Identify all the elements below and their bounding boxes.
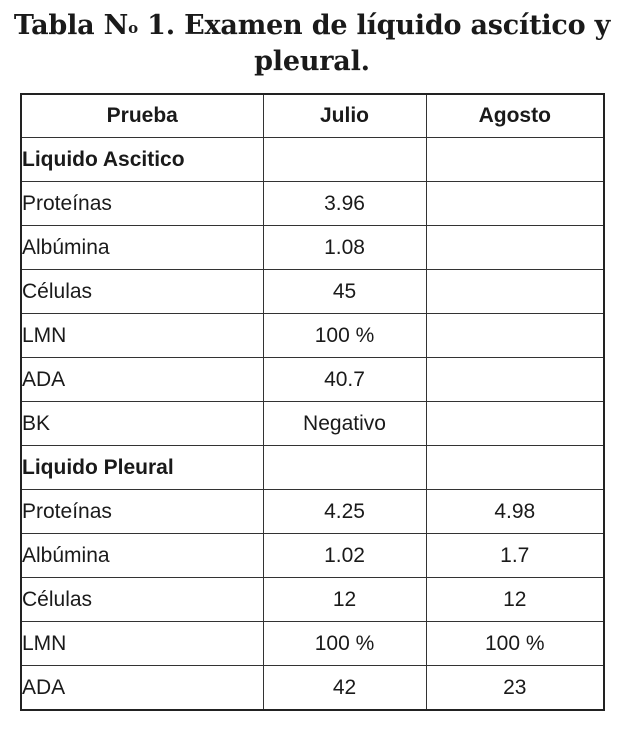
test-name: Albúmina bbox=[21, 534, 263, 578]
agosto-value: 12 bbox=[426, 578, 604, 622]
agosto-value bbox=[426, 270, 604, 314]
header-agosto: Agosto bbox=[426, 94, 604, 138]
title-part-2: 1. Examen de líquido ascítico y bbox=[137, 10, 611, 41]
test-name: BK bbox=[21, 402, 263, 446]
table-row bbox=[21, 622, 604, 666]
test-name: ADA bbox=[21, 666, 263, 711]
section-label: Liquido Ascitico bbox=[21, 138, 263, 182]
table-row bbox=[21, 534, 604, 578]
table-row bbox=[21, 578, 604, 622]
empty-cell bbox=[426, 138, 604, 182]
agosto-value: 1.7 bbox=[426, 534, 604, 578]
empty-cell bbox=[263, 446, 426, 490]
section-label: Liquido Pleural bbox=[21, 446, 263, 490]
julio-value: 100 % bbox=[263, 314, 426, 358]
header-julio: Julio bbox=[263, 94, 426, 138]
agosto-value bbox=[426, 314, 604, 358]
table-row bbox=[21, 666, 604, 711]
julio-value: 4.25 bbox=[263, 490, 426, 534]
agosto-value: 23 bbox=[426, 666, 604, 711]
julio-value: 40.7 bbox=[263, 358, 426, 402]
empty-cell bbox=[426, 446, 604, 490]
table-row bbox=[21, 314, 604, 358]
agosto-value bbox=[426, 402, 604, 446]
julio-value: 100 % bbox=[263, 622, 426, 666]
agosto-value bbox=[426, 358, 604, 402]
table-title-line-1 bbox=[0, 8, 624, 44]
table-row bbox=[21, 182, 604, 226]
table-row bbox=[21, 490, 604, 534]
test-name: Proteínas bbox=[21, 182, 263, 226]
header-row bbox=[21, 94, 604, 138]
julio-value: 45 bbox=[263, 270, 426, 314]
test-name: Proteínas bbox=[21, 490, 263, 534]
julio-value: 42 bbox=[263, 666, 426, 711]
exam-table bbox=[20, 93, 605, 711]
title-part-1: Tabla N bbox=[13, 10, 129, 41]
table-row bbox=[21, 402, 604, 446]
julio-value: 12 bbox=[263, 578, 426, 622]
table-title bbox=[0, 8, 624, 80]
test-name: Células bbox=[21, 578, 263, 622]
table-title-line-2: pleural. bbox=[254, 46, 370, 77]
test-name: Albúmina bbox=[21, 226, 263, 270]
title-superscript: o bbox=[128, 19, 138, 37]
test-name: LMN bbox=[21, 314, 263, 358]
header-prueba: Prueba bbox=[21, 94, 263, 138]
table-row bbox=[21, 226, 604, 270]
agosto-value bbox=[426, 226, 604, 270]
test-name: LMN bbox=[21, 622, 263, 666]
julio-value: Negativo bbox=[263, 402, 426, 446]
test-name: Células bbox=[21, 270, 263, 314]
table-row bbox=[21, 358, 604, 402]
agosto-value: 100 % bbox=[426, 622, 604, 666]
section-row-ascitico bbox=[21, 138, 604, 182]
empty-cell bbox=[263, 138, 426, 182]
table-row bbox=[21, 270, 604, 314]
agosto-value: 4.98 bbox=[426, 490, 604, 534]
julio-value: 3.96 bbox=[263, 182, 426, 226]
test-name: ADA bbox=[21, 358, 263, 402]
julio-value: 1.08 bbox=[263, 226, 426, 270]
section-row-pleural bbox=[21, 446, 604, 490]
agosto-value bbox=[426, 182, 604, 226]
julio-value: 1.02 bbox=[263, 534, 426, 578]
